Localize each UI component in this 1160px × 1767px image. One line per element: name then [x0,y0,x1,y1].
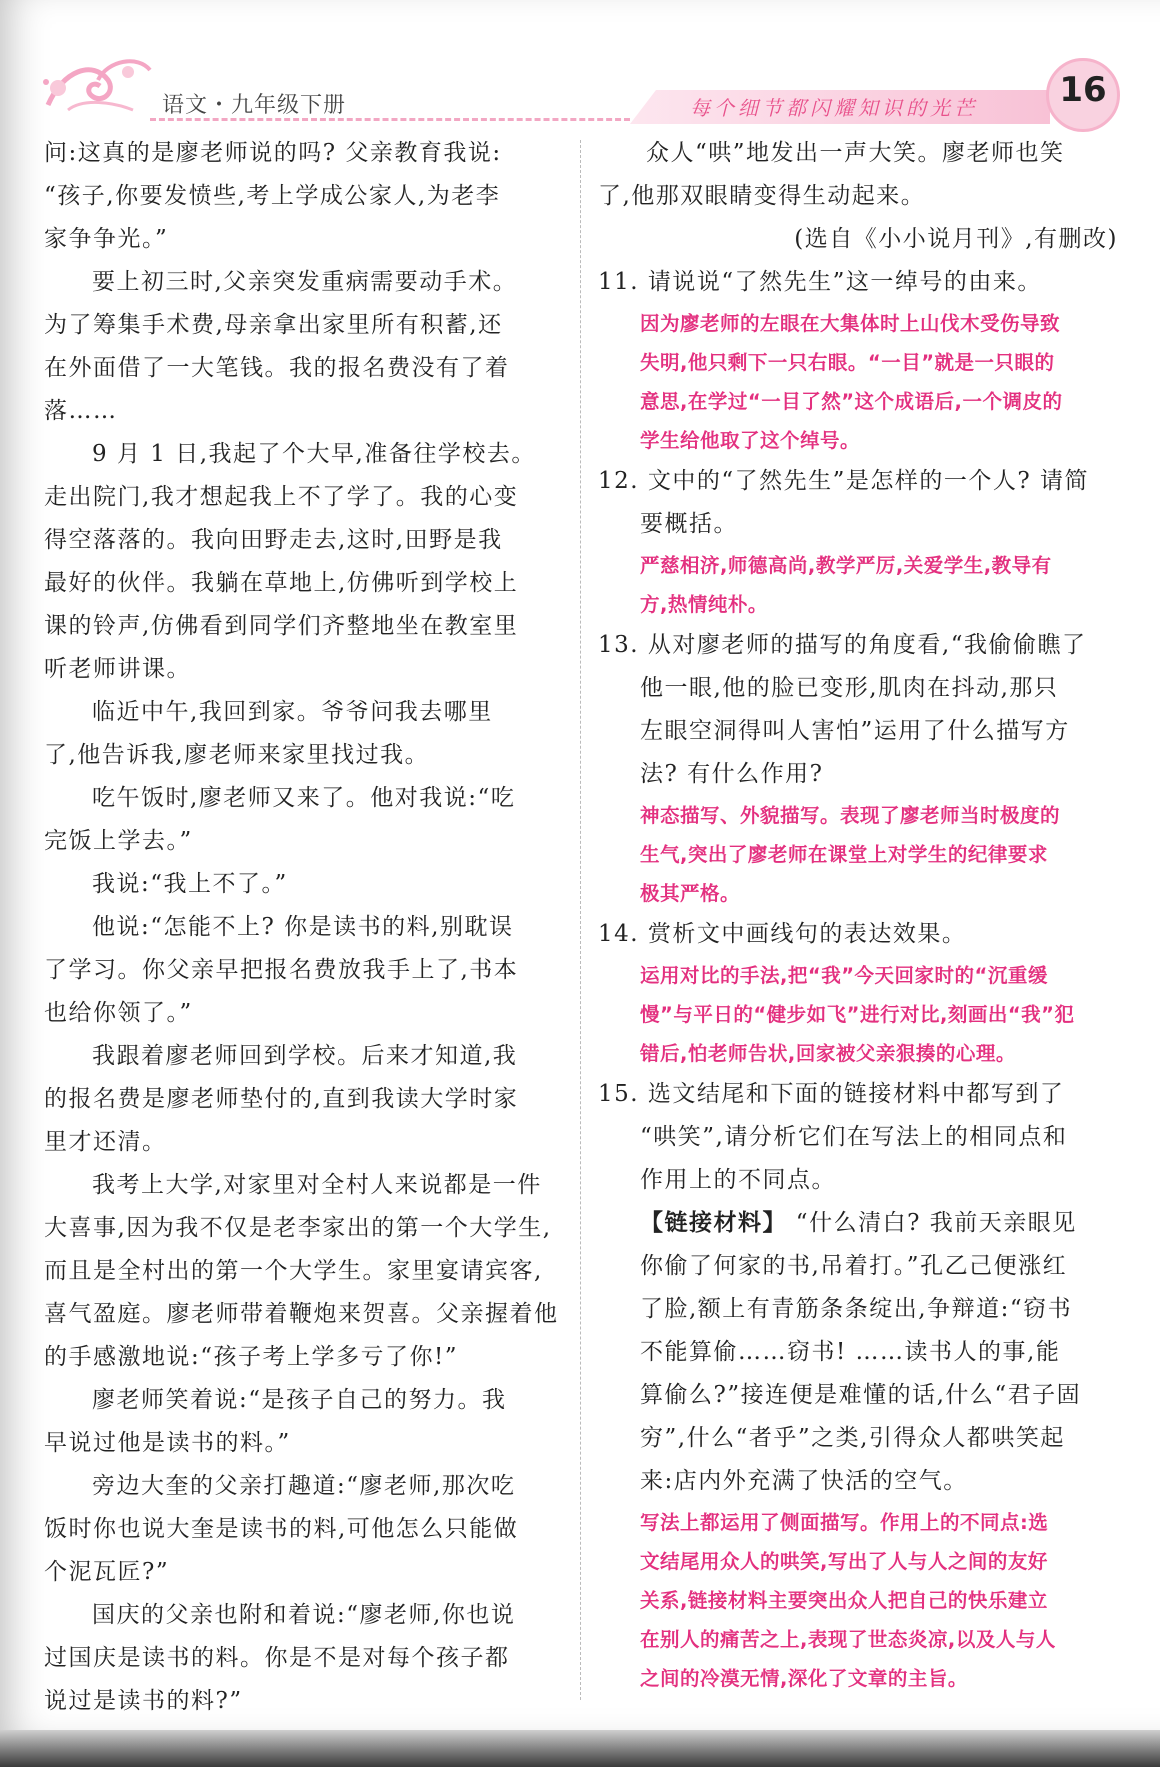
passage-line: 个泥瓦匠?” [44,1559,170,1585]
question-13 [598,624,1118,913]
answer-line: 失明,他只剩下一只右眼。“一目”就是一只眼的 [640,351,1055,374]
passage-line: 大喜事,因为我不仅是老李家出的第一个大学生, [44,1215,552,1241]
link-material-text: “什么清白? 我前天亲眼见 [787,1210,1077,1236]
answer-line: 严慈相济,师德高尚,教学严厉,关爱学生,教导有 [640,554,1052,577]
answer-line: 之间的冷漠无情,深化了文章的主旨。 [640,1667,968,1690]
link-material-first-line [598,1202,1118,1245]
subject-label: 语文・九年级下册 [162,93,347,118]
link-material-line: 你偷了何家的书,吊着打。”孔乙己便涨红 [640,1253,1068,1279]
question-line: 左眼空洞得叫人害怕”运用了什么描写方 [640,718,1070,744]
link-material-line: 不能算偷……窃书! ……读书人的事,能 [640,1339,1061,1365]
passage-line: 的手感激地说:“孩子考上学多亏了你!” [44,1344,459,1370]
page-number: 16 [1059,70,1107,110]
question-line: 作用上的不同点。 [640,1167,836,1193]
answer-line: 方,热情纯朴。 [640,593,768,616]
passage-line: 饭时你也说大奎是读书的料,可他怎么只能做 [44,1516,519,1542]
passage-line: 廖老师笑着说:“是孩子自己的努力。我 [92,1387,507,1413]
passage-line: 吃午饭时,廖老师又来了。他对我说:“吃 [92,785,516,811]
passage-line: 国庆的父亲也附和着说:“廖老师,你也说 [92,1602,516,1628]
source-citation: (选自《小小说月刊》,有删改) [794,226,1118,252]
question-line: 12. 文中的“了然先生”是怎样的一个人? 请简 [598,468,1090,494]
answer-line: 极其严格。 [640,882,741,905]
question-14 [598,913,1118,1073]
header-dashed-rule [150,118,630,121]
passage-line: 听老师讲课。 [44,656,191,682]
passage-end-line: 众人“哄”地发出一声大笑。廖老师也笑 [646,140,1065,166]
passage-line: 9 月 1 日,我起了个大早,准备往学校去。 [92,441,536,467]
link-material-line: 来:店内外充满了快活的空气。 [640,1468,968,1494]
passage-line: 得空落落的。我向田野走去,这时,田野是我 [44,527,503,553]
passage-line: 最好的伙伴。我躺在草地上,仿佛听到学校上 [44,570,519,596]
slogan-text: 每个细节都闪耀知识的光芒 [690,96,978,120]
passage-line: 课的铃声,仿佛看到同学们齐整地坐在教室里 [44,613,519,639]
question-15 [598,1073,1118,1698]
question-line: 13. 从对廖老师的描写的角度看,“我偷偷瞧了 [598,632,1087,658]
passage-end-line: 了,他那双眼睛变得生动起来。 [598,183,926,209]
column-divider [580,140,581,1700]
link-material-title: 【链接材料】 [640,1210,787,1236]
left-column-passage [44,132,559,1723]
passage-line: 早说过他是读书的料。” [44,1430,291,1456]
passage-line: 完饭上学去。” [44,828,193,854]
answer-line: 关系,链接材料主要突出众人把自己的快乐建立 [640,1589,1048,1612]
passage-line: 我说:“我上不了。” [92,871,288,897]
passage-line: 的报名费是廖老师垫付的,直到我读大学时家 [44,1086,519,1112]
answer-line: 错后,怕老师告状,回家被父亲狠揍的心理。 [640,1042,1016,1065]
passage-line: 喜气盈庭。廖老师带着鞭炮来贺喜。父亲握着他 [44,1301,559,1327]
question-11 [598,261,1118,460]
right-column [598,132,1118,1698]
question-line: 他一眼,他的脸已变形,肌肉在抖动,那只 [640,675,1059,701]
question-line: 11. 请说说“了然先生”这一绰号的由来。 [598,269,1042,295]
question-line: 要概括。 [640,511,738,537]
question-line: 15. 选文结尾和下面的链接材料中都写到了 [598,1081,1065,1107]
link-material-line: 了脸,额上有青筋条条绽出,争辩道:“窃书 [640,1296,1073,1322]
link-material-line: 算偷么?”接连便是难懂的话,什么“君子固 [640,1382,1082,1408]
passage-line: 过国庆是读书的料。你是不是对每个孩子都 [44,1645,510,1671]
answer-line: 慢”与平日的“健步如飞”进行对比,刻画出“我”犯 [640,1003,1075,1026]
answer-line: 生气,突出了廖老师在课堂上对学生的纪律要求 [640,843,1048,866]
passage-line: “孩子,你要发愤些,考上学成公家人,为老李 [44,183,501,209]
passage-line: 他说:“怎能不上? 你是读书的料,别耽误 [92,914,514,940]
answer-line: 因为廖老师的左眼在大集体时上山伐木受伤导致 [640,312,1061,335]
question-line: 14. 赏析文中画线句的表达效果。 [598,921,967,947]
passage-line: 要上初三时,父亲突发重病需要动手术。 [92,269,518,295]
answer-line: 运用对比的手法,把“我”今天回家时的“沉重缓 [640,964,1048,987]
passage-line: 里才还清。 [44,1129,167,1155]
link-material-line: 穷”,什么“者乎”之类,引得众人都哄笑起 [640,1425,1065,1451]
passage-line: 在外面借了一大笔钱。我的报名费没有了着 [44,355,510,381]
answer-line: 学生给他取了这个绰号。 [640,429,861,452]
answer-line: 文结尾用众人的哄笑,写出了人与人之间的友好 [640,1550,1048,1573]
question-line: “哄笑”,请分析它们在写法上的相同点和 [640,1124,1068,1150]
question-12 [598,460,1118,624]
answer-line: 在别人的痛苦之上,表现了世态炎凉,以及人与人 [640,1628,1056,1651]
answer-line: 神态描写、外貌描写。表现了廖老师当时极度的 [640,804,1061,827]
passage-line: 说过是读书的料?” [44,1688,243,1714]
passage-line: 走出院门,我才想起我上不了学了。我的心变 [44,484,519,510]
passage-line: 也给你领了。” [44,1000,193,1026]
page-bottom-edge [0,1730,1160,1767]
passage-line: 而且是全村出的第一个大学生。家里宴请宾客, [44,1258,543,1284]
passage-line: 为了筹集手术费,母亲拿出家里所有积蓄,还 [44,312,503,338]
passage-line: 我考上大学,对家里对全村人来说都是一件 [92,1172,542,1198]
question-line: 法? 有什么作用? [640,761,824,787]
passage-line: 问:这真的是廖老师说的吗? 父亲教育我说: [44,140,502,166]
page-header [0,0,1160,135]
answer-line: 写法上都运用了侧面描写。作用上的不同点:选 [640,1511,1049,1534]
passage-line: 落…… [44,398,118,424]
answer-line: 意思,在学过“一目了然”这个成语后,一个调皮的 [640,390,1063,413]
passage-line: 旁边大奎的父亲打趣道:“廖老师,那次吃 [92,1473,516,1499]
passage-line: 我跟着廖老师回到学校。后来才知道,我 [92,1043,518,1069]
passage-line: 了学习。你父亲早把报名费放我手上了,书本 [44,957,519,983]
passage-line: 了,他告诉我,廖老师来家里找过我。 [44,742,430,768]
passage-line: 临近中午,我回到家。爷爷问我去哪里 [92,699,493,725]
floral-ornament-icon [38,50,158,120]
passage-line: 家争争光。” [44,226,169,252]
